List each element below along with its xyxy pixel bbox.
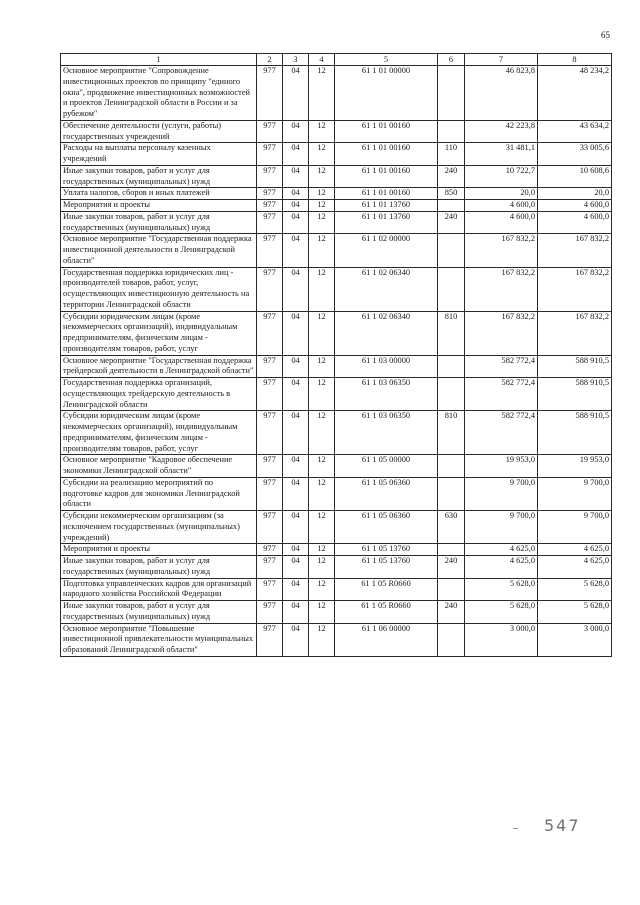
amount-year-2-cell: 20,0 (538, 188, 612, 200)
table-row (61, 578, 612, 601)
column-header: 5 (335, 54, 438, 66)
subsection-code-cell: 12 (309, 455, 335, 478)
amount-year-2-cell: 588 910,5 (538, 378, 612, 411)
column-header: 6 (438, 54, 465, 66)
subsection-code-cell: 12 (309, 544, 335, 556)
column-header: 8 (538, 54, 612, 66)
column-header: 3 (283, 54, 309, 66)
amount-year-1-cell: 582 772,4 (465, 411, 538, 455)
row-name-cell: Государственная поддержка организаций, осуществляющих трейдерскую деятельность в Ленинградской области (61, 378, 257, 411)
ministry-code-cell: 977 (257, 267, 283, 311)
expense-type-code-cell (438, 200, 465, 212)
amount-year-1-cell: 42 223,8 (465, 120, 538, 143)
table-row (61, 165, 612, 188)
ministry-code-cell: 977 (257, 355, 283, 378)
amount-year-2-cell: 33 005,6 (538, 143, 612, 166)
section-code-cell: 04 (283, 556, 309, 579)
subsection-code-cell: 12 (309, 120, 335, 143)
ministry-code-cell: 977 (257, 623, 283, 656)
expense-type-code-cell (438, 477, 465, 510)
section-code-cell: 04 (283, 477, 309, 510)
row-name-cell: Расходы на выплаты персоналу казенных учреждений (61, 143, 257, 166)
table-row (61, 378, 612, 411)
expense-type-code-cell: 240 (438, 556, 465, 579)
target-article-code-cell: 61 1 01 00160 (335, 120, 438, 143)
amount-year-2-cell: 4 625,0 (538, 544, 612, 556)
target-article-code-cell: 61 1 01 00000 (335, 66, 438, 121)
amount-year-2-cell: 48 234,2 (538, 66, 612, 121)
column-header: 4 (309, 54, 335, 66)
table-row (61, 544, 612, 556)
table-body (61, 66, 612, 657)
amount-year-1-cell: 20,0 (465, 188, 538, 200)
amount-year-2-cell: 3 000,0 (538, 623, 612, 656)
target-article-code-cell: 61 1 03 06350 (335, 378, 438, 411)
row-name-cell: Основное мероприятие "Государственная поддержка трейдерской деятельности в Ленинградской области" (61, 355, 257, 378)
target-article-code-cell: 61 1 05 06360 (335, 511, 438, 544)
subsection-code-cell: 12 (309, 556, 335, 579)
expense-type-code-cell (438, 66, 465, 121)
table-row (61, 623, 612, 656)
section-code-cell: 04 (283, 511, 309, 544)
row-name-cell: Подготовка управленческих кадров для организаций народного хозяйства Российской Федерации (61, 578, 257, 601)
expense-type-code-cell (438, 234, 465, 267)
ministry-code-cell: 977 (257, 311, 283, 355)
section-code-cell: 04 (283, 267, 309, 311)
table-row (61, 143, 612, 166)
table-row (61, 511, 612, 544)
amount-year-1-cell: 167 832,2 (465, 311, 538, 355)
amount-year-2-cell: 588 910,5 (538, 355, 612, 378)
expense-type-code-cell (438, 544, 465, 556)
amount-year-1-cell: 5 628,0 (465, 601, 538, 624)
target-article-code-cell: 61 1 01 00160 (335, 165, 438, 188)
row-name-cell: Иные закупки товаров, работ и услуг для государственных (муниципальных) нужд (61, 165, 257, 188)
table-row (61, 411, 612, 455)
ministry-code-cell: 977 (257, 556, 283, 579)
ministry-code-cell: 977 (257, 200, 283, 212)
ministry-code-cell: 977 (257, 66, 283, 121)
ministry-code-cell: 977 (257, 455, 283, 478)
amount-year-1-cell: 582 772,4 (465, 355, 538, 378)
amount-year-1-cell: 4 600,0 (465, 200, 538, 212)
ministry-code-cell: 977 (257, 234, 283, 267)
row-name-cell: Иные закупки товаров, работ и услуг для государственных (муниципальных) нужд (61, 601, 257, 624)
subsection-code-cell: 12 (309, 211, 335, 234)
section-code-cell: 04 (283, 578, 309, 601)
amount-year-1-cell: 4 600,0 (465, 211, 538, 234)
amount-year-1-cell: 9 700,0 (465, 511, 538, 544)
subsection-code-cell: 12 (309, 623, 335, 656)
row-name-cell: Иные закупки товаров, работ и услуг для государственных (муниципальных) нужд (61, 556, 257, 579)
amount-year-2-cell: 5 628,0 (538, 578, 612, 601)
row-name-cell: Субсидии на реализацию мероприятий по подготовке кадров для экономики Ленинградской области (61, 477, 257, 510)
section-code-cell: 04 (283, 411, 309, 455)
expense-type-code-cell (438, 355, 465, 378)
section-code-cell: 04 (283, 455, 309, 478)
target-article-code-cell: 61 1 03 06350 (335, 411, 438, 455)
section-code-cell: 04 (283, 311, 309, 355)
table-row (61, 311, 612, 355)
amount-year-1-cell: 31 481,1 (465, 143, 538, 166)
ministry-code-cell: 977 (257, 378, 283, 411)
amount-year-2-cell: 4 600,0 (538, 211, 612, 234)
target-article-code-cell: 61 1 01 00160 (335, 188, 438, 200)
section-code-cell: 04 (283, 544, 309, 556)
target-article-code-cell: 61 1 05 06360 (335, 477, 438, 510)
target-article-code-cell: 61 1 05 R0660 (335, 601, 438, 624)
subsection-code-cell: 12 (309, 411, 335, 455)
expense-type-code-cell: 810 (438, 411, 465, 455)
ministry-code-cell: 977 (257, 477, 283, 510)
amount-year-2-cell: 4 600,0 (538, 200, 612, 212)
row-name-cell: Иные закупки товаров, работ и услуг для государственных (муниципальных) нужд (61, 211, 257, 234)
header-row (61, 54, 612, 66)
subsection-code-cell: 12 (309, 188, 335, 200)
expense-type-code-cell: 240 (438, 601, 465, 624)
ministry-code-cell: 977 (257, 120, 283, 143)
expense-type-code-cell: 240 (438, 165, 465, 188)
target-article-code-cell: 61 1 03 00000 (335, 355, 438, 378)
table-row (61, 477, 612, 510)
row-name-cell: Обеспечение деятельности (услуги, работы) государственных учреждений (61, 120, 257, 143)
ministry-code-cell: 977 (257, 601, 283, 624)
amount-year-2-cell: 167 832,2 (538, 311, 612, 355)
row-name-cell: Основное мероприятие "Государственная поддержка инвестиционной деятельности в Ленинградской области" (61, 234, 257, 267)
expense-type-code-cell: 240 (438, 211, 465, 234)
target-article-code-cell: 61 1 02 06340 (335, 267, 438, 311)
amount-year-1-cell: 4 625,0 (465, 556, 538, 579)
ministry-code-cell: 977 (257, 165, 283, 188)
amount-year-2-cell: 43 634,2 (538, 120, 612, 143)
subsection-code-cell: 12 (309, 267, 335, 311)
table-row (61, 66, 612, 121)
ministry-code-cell: 977 (257, 188, 283, 200)
row-name-cell: Мероприятия и проекты (61, 544, 257, 556)
table-row (61, 200, 612, 212)
expense-type-code-cell: 810 (438, 311, 465, 355)
section-code-cell: 04 (283, 66, 309, 121)
amount-year-1-cell: 5 628,0 (465, 578, 538, 601)
column-header: 2 (257, 54, 283, 66)
table-row (61, 188, 612, 200)
expense-type-code-cell (438, 578, 465, 601)
section-code-cell: 04 (283, 355, 309, 378)
amount-year-1-cell: 9 700,0 (465, 477, 538, 510)
target-article-code-cell: 61 1 05 13760 (335, 556, 438, 579)
subsection-code-cell: 12 (309, 477, 335, 510)
subsection-code-cell: 12 (309, 66, 335, 121)
table-row (61, 211, 612, 234)
subsection-code-cell: 12 (309, 578, 335, 601)
expense-type-code-cell (438, 623, 465, 656)
amount-year-2-cell: 588 910,5 (538, 411, 612, 455)
expense-type-code-cell: 630 (438, 511, 465, 544)
amount-year-1-cell: 167 832,2 (465, 234, 538, 267)
row-name-cell: Мероприятия и проекты (61, 200, 257, 212)
amount-year-1-cell: 3 000,0 (465, 623, 538, 656)
stamp-dash (513, 828, 518, 829)
section-code-cell: 04 (283, 601, 309, 624)
row-name-cell: Субсидии некоммерческим организациям (за исключением государственных (муниципальных) учреждений) (61, 511, 257, 544)
subsection-code-cell: 12 (309, 143, 335, 166)
expense-type-code-cell (438, 120, 465, 143)
subsection-code-cell: 12 (309, 165, 335, 188)
ministry-code-cell: 977 (257, 411, 283, 455)
page-number: 65 (601, 30, 610, 40)
table-row (61, 556, 612, 579)
subsection-code-cell: 12 (309, 601, 335, 624)
amount-year-2-cell: 10 608,6 (538, 165, 612, 188)
subsection-code-cell: 12 (309, 234, 335, 267)
table-row (61, 355, 612, 378)
row-name-cell: Основное мероприятие "Сопровождение инвестиционных проектов по принципу "единого окна", продвижение инвестиционных возможностей и проектов Ленинградской области в России и за рубежом" (61, 66, 257, 121)
table-row (61, 234, 612, 267)
amount-year-1-cell: 46 823,8 (465, 66, 538, 121)
section-code-cell: 04 (283, 623, 309, 656)
row-name-cell: Основное мероприятие "Повышение инвестиционной привлекательности муниципальных образований Ленинградской области" (61, 623, 257, 656)
subsection-code-cell: 12 (309, 311, 335, 355)
amount-year-2-cell: 4 625,0 (538, 556, 612, 579)
section-code-cell: 04 (283, 211, 309, 234)
section-code-cell: 04 (283, 200, 309, 212)
target-article-code-cell: 61 1 06 00000 (335, 623, 438, 656)
amount-year-1-cell: 10 722,7 (465, 165, 538, 188)
table-row (61, 267, 612, 311)
amount-year-2-cell: 167 832,2 (538, 234, 612, 267)
target-article-code-cell: 61 1 02 00000 (335, 234, 438, 267)
page-stamp: 547 (544, 816, 581, 835)
amount-year-1-cell: 167 832,2 (465, 267, 538, 311)
section-code-cell: 04 (283, 120, 309, 143)
row-name-cell: Основное мероприятие "Кадровое обеспечение экономики Ленинградской области" (61, 455, 257, 478)
subsection-code-cell: 12 (309, 355, 335, 378)
subsection-code-cell: 12 (309, 200, 335, 212)
ministry-code-cell: 977 (257, 211, 283, 234)
expense-type-code-cell (438, 455, 465, 478)
table-row (61, 601, 612, 624)
target-article-code-cell: 61 1 01 13760 (335, 200, 438, 212)
subsection-code-cell: 12 (309, 378, 335, 411)
ministry-code-cell: 977 (257, 511, 283, 544)
row-name-cell: Субсидии юридическим лицам (кроме некоммерческих организаций), индивидуальным предпринимателям, физическим лицам - производителям товаров, работ, услуг (61, 311, 257, 355)
target-article-code-cell: 61 1 02 06340 (335, 311, 438, 355)
amount-year-1-cell: 582 772,4 (465, 378, 538, 411)
expense-type-code-cell: 850 (438, 188, 465, 200)
amount-year-2-cell: 9 700,0 (538, 511, 612, 544)
table-row (61, 455, 612, 478)
amount-year-1-cell: 19 953,0 (465, 455, 538, 478)
expense-type-code-cell (438, 267, 465, 311)
expense-type-code-cell (438, 378, 465, 411)
ministry-code-cell: 977 (257, 578, 283, 601)
column-header: 1 (61, 54, 257, 66)
section-code-cell: 04 (283, 165, 309, 188)
row-name-cell: Государственная поддержка юридических лиц - производителей товаров, работ, услуг, осуществляющих инвестиционную деятельность на территории Ленинградской области (61, 267, 257, 311)
target-article-code-cell: 61 1 01 13760 (335, 211, 438, 234)
target-article-code-cell: 61 1 01 00160 (335, 143, 438, 166)
section-code-cell: 04 (283, 143, 309, 166)
budget-table (60, 53, 612, 657)
row-name-cell: Субсидии юридическим лицам (кроме некоммерческих организаций), индивидуальным предпринимателям, физическим лицам - производителям товаров, работ, услуг (61, 411, 257, 455)
row-name-cell: Уплата налогов, сборов и иных платежей (61, 188, 257, 200)
amount-year-2-cell: 167 832,2 (538, 267, 612, 311)
target-article-code-cell: 61 1 05 R0660 (335, 578, 438, 601)
column-header: 7 (465, 54, 538, 66)
amount-year-2-cell: 5 628,0 (538, 601, 612, 624)
ministry-code-cell: 977 (257, 143, 283, 166)
target-article-code-cell: 61 1 05 00000 (335, 455, 438, 478)
section-code-cell: 04 (283, 234, 309, 267)
subsection-code-cell: 12 (309, 511, 335, 544)
amount-year-2-cell: 19 953,0 (538, 455, 612, 478)
expense-type-code-cell: 110 (438, 143, 465, 166)
section-code-cell: 04 (283, 378, 309, 411)
amount-year-2-cell: 9 700,0 (538, 477, 612, 510)
section-code-cell: 04 (283, 188, 309, 200)
amount-year-1-cell: 4 625,0 (465, 544, 538, 556)
ministry-code-cell: 977 (257, 544, 283, 556)
target-article-code-cell: 61 1 05 13760 (335, 544, 438, 556)
table-row (61, 120, 612, 143)
